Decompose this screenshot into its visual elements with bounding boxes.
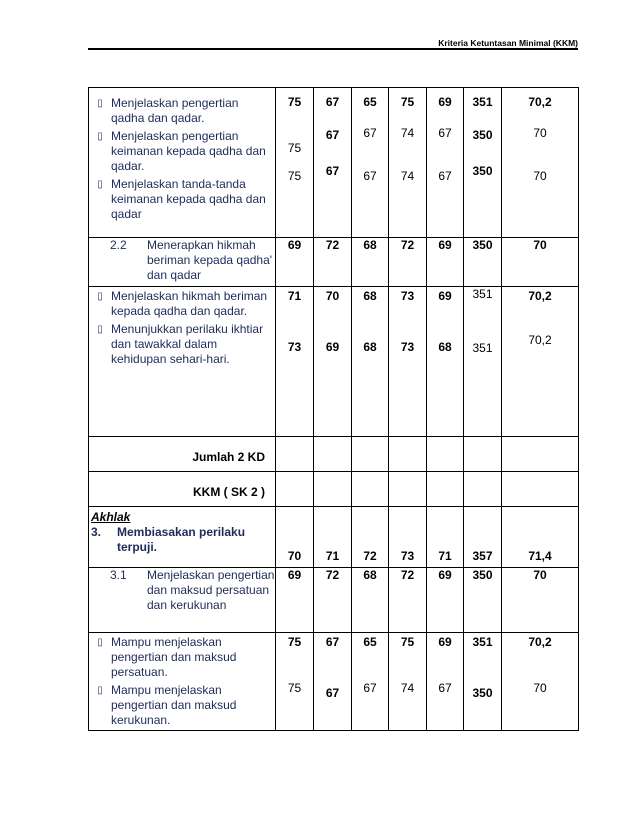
cell-content <box>314 238 351 286</box>
table-cell <box>314 633 352 731</box>
cell-content <box>314 568 351 632</box>
score-value: 67 <box>325 128 340 142</box>
table-cell <box>427 287 464 437</box>
score-value: 72 <box>363 549 377 563</box>
table-cell <box>276 568 314 633</box>
table-cell <box>427 238 464 287</box>
score-value: 65 <box>363 635 377 649</box>
score-value: 67 <box>438 126 452 140</box>
kkm-table <box>88 87 579 731</box>
bullet-icon: ▯ <box>97 179 103 190</box>
table-cell <box>502 472 579 507</box>
score-value: 74 <box>400 126 415 140</box>
score-value: 70 <box>325 289 340 303</box>
cell-content <box>427 633 463 730</box>
table-cell <box>276 507 314 568</box>
table-row <box>89 287 579 437</box>
table-cell <box>502 507 579 568</box>
table-cell <box>352 287 389 437</box>
indicator-text: Menjelaskan tanda-tanda keimanan kepada qadha dan qadar <box>111 177 266 221</box>
table-cell <box>464 568 502 633</box>
cell-content <box>276 238 313 286</box>
kd-description: Membiasakan perilaku terpuji. <box>117 525 246 554</box>
score-value: 73 <box>400 289 415 303</box>
table-cell <box>502 287 579 437</box>
score-value: 69 <box>438 289 452 303</box>
score-value: 75 <box>287 141 302 155</box>
table-cell <box>314 287 352 437</box>
score-value: 72 <box>400 238 415 252</box>
page-header-title: Kriteria Ketuntasan Minimal (KKM) <box>438 38 578 48</box>
score-value: 350 <box>472 238 493 252</box>
score-value: 73 <box>400 340 415 354</box>
bullet-icon: ▯ <box>97 291 103 302</box>
cell-content <box>464 633 501 730</box>
table-cell <box>502 437 579 472</box>
cell-content <box>314 633 351 730</box>
table-row <box>89 633 579 731</box>
score-value: 68 <box>363 340 377 354</box>
table-cell <box>314 472 352 507</box>
score-value: 70,2 <box>528 333 552 347</box>
table-row <box>89 472 579 507</box>
score-value: 72 <box>325 568 340 582</box>
score-value: 67 <box>363 169 377 183</box>
cell-content <box>314 88 351 237</box>
score-value: 73 <box>287 340 302 354</box>
score-value: 69 <box>438 568 452 582</box>
table-cell <box>389 568 427 633</box>
table-cell <box>276 472 314 507</box>
score-value: 351 <box>472 287 493 301</box>
cell-content <box>502 507 578 567</box>
table-cell <box>89 633 276 731</box>
table-cell <box>89 88 276 238</box>
score-value: 72 <box>325 238 340 252</box>
kd-description: Menjelaskan pengertian dan maksud persatuan dan kerukunan <box>147 568 275 612</box>
score-value: 351 <box>472 635 493 649</box>
cell-content <box>314 507 351 567</box>
cell-content <box>427 238 463 286</box>
score-value: 350 <box>472 568 493 582</box>
table-cell <box>464 238 502 287</box>
table-cell <box>314 507 352 568</box>
score-value: 75 <box>400 635 415 649</box>
score-value: 350 <box>472 164 493 178</box>
kkm-label: KKM ( SK 2 ) <box>193 485 265 499</box>
cell-content <box>352 88 388 237</box>
table-cell <box>427 437 464 472</box>
bullet-icon: ▯ <box>97 637 103 648</box>
score-value: 70,2 <box>528 95 552 109</box>
cell-content <box>502 287 578 436</box>
cell-content <box>352 238 388 286</box>
table-row <box>89 88 579 238</box>
score-value: 67 <box>325 95 340 109</box>
table-cell <box>427 633 464 731</box>
score-value: 69 <box>287 568 302 582</box>
table-cell <box>427 472 464 507</box>
cell-content <box>502 633 578 730</box>
score-value: 350 <box>472 686 493 700</box>
score-value: 70 <box>533 126 547 140</box>
cell-content <box>352 568 388 632</box>
score-value: 70,2 <box>528 289 552 303</box>
table-cell <box>464 507 502 568</box>
table-cell <box>89 472 276 507</box>
cell-content <box>276 88 313 237</box>
cell-content <box>502 568 578 632</box>
table-cell <box>352 633 389 731</box>
table-cell <box>389 287 427 437</box>
score-value: 70 <box>533 238 547 252</box>
table-cell <box>427 507 464 568</box>
score-value: 68 <box>363 289 377 303</box>
table-cell <box>89 568 276 633</box>
score-value: 68 <box>363 568 377 582</box>
table-cell <box>89 287 276 437</box>
indicator-item <box>89 177 275 222</box>
table-cell <box>427 568 464 633</box>
kd-number: 3. <box>91 525 102 539</box>
score-value: 67 <box>325 686 340 700</box>
cell-content <box>352 633 388 730</box>
score-value: 68 <box>438 340 452 354</box>
table-cell <box>502 88 579 238</box>
indicator-item <box>89 129 275 174</box>
cell-content <box>464 507 501 567</box>
cell-content <box>502 88 578 237</box>
table-row <box>89 437 579 472</box>
indicator-item <box>89 635 275 680</box>
score-value: 351 <box>472 341 493 355</box>
table-cell <box>464 633 502 731</box>
table-cell <box>352 238 389 287</box>
table-row <box>89 568 579 633</box>
cell-content <box>276 633 313 730</box>
bullet-icon: ▯ <box>97 685 103 696</box>
indicator-item <box>89 96 275 126</box>
cell-content <box>389 88 426 237</box>
table-cell <box>89 507 276 568</box>
indicator-item <box>89 289 275 319</box>
cell-content <box>389 238 426 286</box>
bullet-icon: ▯ <box>97 324 103 335</box>
cell-content <box>427 568 463 632</box>
cell-content <box>276 287 313 436</box>
table-cell <box>314 88 352 238</box>
score-value: 71 <box>287 289 302 303</box>
score-value: 70 <box>533 568 547 582</box>
score-value: 351 <box>472 95 493 109</box>
score-value: 71 <box>325 549 340 563</box>
table-cell <box>464 287 502 437</box>
table-cell <box>389 238 427 287</box>
table-cell <box>314 437 352 472</box>
cell-content <box>502 238 578 286</box>
cell-content <box>427 507 463 567</box>
cell-content <box>352 287 388 436</box>
kd-number: 3.1 <box>110 568 127 582</box>
cell-content <box>389 568 426 632</box>
bullet-icon: ▯ <box>97 131 103 142</box>
score-value: 75 <box>400 95 415 109</box>
score-value: 72 <box>400 568 415 582</box>
cell-content <box>389 507 426 567</box>
cell-content <box>427 287 463 436</box>
table-cell <box>314 568 352 633</box>
table-cell <box>464 472 502 507</box>
score-value: 75 <box>287 169 302 183</box>
table-cell <box>276 88 314 238</box>
indicator-text: Menunjukkan perilaku ikhtiar dan tawakkal dalam kehidupan sehari-hari. <box>111 322 264 366</box>
cell-content <box>464 238 501 286</box>
score-value: 70,2 <box>528 635 552 649</box>
score-value: 67 <box>363 681 377 695</box>
indicator-item <box>89 683 275 728</box>
table-cell <box>389 88 427 238</box>
table-cell <box>352 472 389 507</box>
score-value: 74 <box>400 169 415 183</box>
score-value: 69 <box>325 340 340 354</box>
table-cell <box>352 437 389 472</box>
score-value: 350 <box>472 128 493 142</box>
table-cell <box>389 437 427 472</box>
cell-content <box>314 287 351 436</box>
cell-content <box>464 287 501 436</box>
kd-description: Menerapkan hikmah beriman kepada qadha' dan qadar <box>147 238 273 282</box>
table-cell <box>276 437 314 472</box>
indicator-text: Menjelaskan pengertian keimanan kepada qadha dan qadar. <box>111 129 266 173</box>
table-cell <box>314 238 352 287</box>
table-cell <box>502 633 579 731</box>
score-value: 75 <box>287 95 302 109</box>
cell-content <box>427 88 463 237</box>
cell-content <box>389 633 426 730</box>
table-cell <box>276 633 314 731</box>
cell-content <box>276 568 313 632</box>
cell-content <box>352 507 388 567</box>
section-heading: Akhlak <box>91 510 131 524</box>
table-cell <box>89 437 276 472</box>
score-value: 67 <box>363 126 377 140</box>
bullet-icon: ▯ <box>97 98 103 109</box>
score-value: 69 <box>287 238 302 252</box>
score-value: 69 <box>438 238 452 252</box>
score-value: 68 <box>363 238 377 252</box>
table-cell <box>352 568 389 633</box>
score-value: 70 <box>533 681 547 695</box>
score-value: 74 <box>400 681 415 695</box>
score-value: 73 <box>400 549 415 563</box>
cell-content <box>464 88 501 237</box>
table-row <box>89 238 579 287</box>
kd-number: 2.2 <box>110 238 127 252</box>
table-cell <box>464 437 502 472</box>
table-cell <box>389 633 427 731</box>
indicator-text: Menjelaskan hikmah beriman kepada qadha dan qadar. <box>111 289 268 318</box>
table-cell <box>389 507 427 568</box>
table-cell <box>276 238 314 287</box>
table-cell <box>89 238 276 287</box>
table-cell <box>464 88 502 238</box>
score-value: 65 <box>363 95 377 109</box>
score-value: 67 <box>438 169 452 183</box>
score-value: 71,4 <box>528 549 552 563</box>
header-rule <box>88 48 578 50</box>
cell-content <box>276 507 313 567</box>
score-value: 67 <box>325 164 340 178</box>
score-value: 69 <box>438 95 452 109</box>
table-cell <box>389 472 427 507</box>
score-value: 357 <box>472 549 493 563</box>
score-value: 67 <box>438 681 452 695</box>
table-cell <box>276 287 314 437</box>
cell-content <box>464 568 501 632</box>
score-value: 70 <box>533 169 547 183</box>
indicator-text: Mampu menjelaskan pengertian dan maksud kerukunan. <box>111 683 237 727</box>
score-value: 75 <box>287 635 302 649</box>
score-value: 75 <box>287 681 302 695</box>
jumlah-label: Jumlah 2 KD <box>192 450 265 464</box>
table-cell <box>502 238 579 287</box>
table-cell <box>427 88 464 238</box>
cell-content <box>389 287 426 436</box>
table-cell <box>352 507 389 568</box>
table-cell <box>352 88 389 238</box>
score-value: 71 <box>438 549 452 563</box>
score-value: 67 <box>325 635 340 649</box>
indicator-text: Menjelaskan pengertian qadha dan qadar. <box>111 96 239 125</box>
table-cell <box>502 568 579 633</box>
indicator-text: Mampu menjelaskan pengertian dan maksud persatuan. <box>111 635 237 679</box>
score-value: 69 <box>438 635 452 649</box>
indicator-item <box>89 322 275 367</box>
score-value: 70 <box>287 549 302 563</box>
table-row <box>89 507 579 568</box>
